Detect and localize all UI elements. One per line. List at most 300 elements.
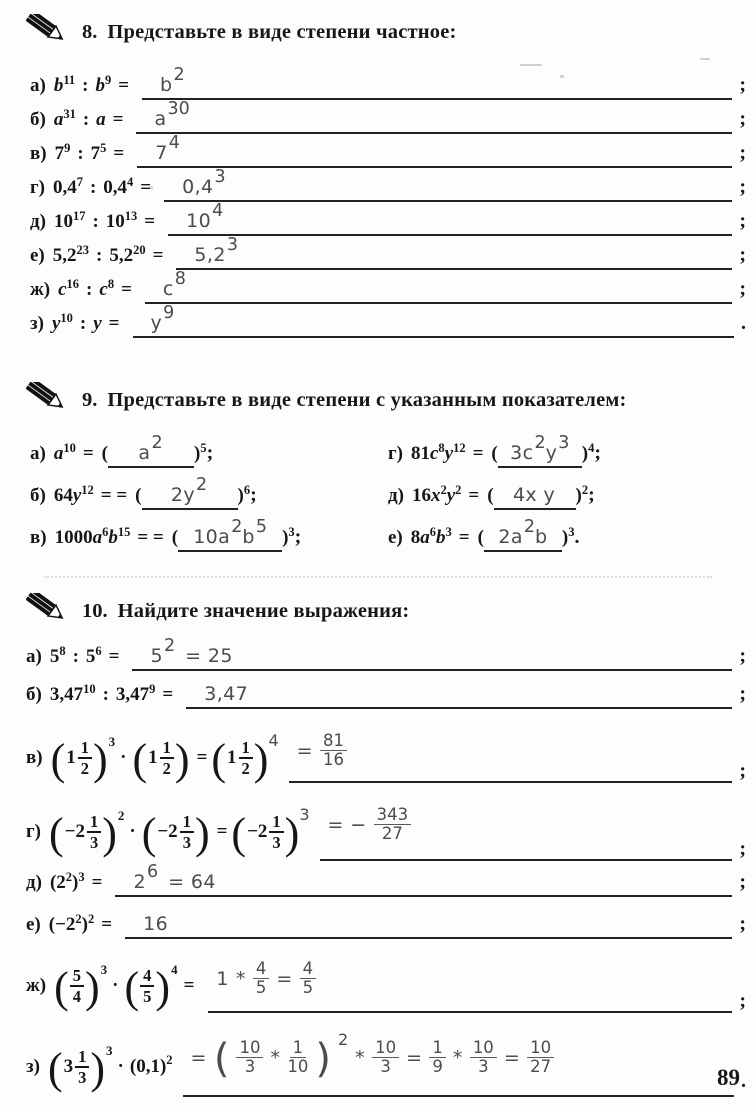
variable: x: [430, 485, 441, 506]
denominator: 5: [302, 978, 314, 997]
close-paren: ): [72, 872, 79, 893]
item-label: ж): [26, 975, 47, 996]
equals-sign: =: [196, 747, 208, 768]
handwritten-answer: y: [150, 312, 163, 334]
numerator: 10: [372, 1039, 399, 1058]
handwritten-answer: 10: [186, 210, 212, 232]
exponent: 23: [76, 243, 90, 257]
close-paren: ): [193, 443, 201, 464]
exponent: 4: [127, 175, 134, 189]
handwritten-exponent: 2: [196, 475, 208, 495]
answer-underline: [142, 475, 238, 510]
handwritten-exponent: 3: [299, 804, 310, 824]
equals-sign: =: [140, 177, 152, 198]
denominator: 5: [255, 978, 267, 997]
variable: y: [444, 443, 454, 464]
problem-base: y: [51, 313, 61, 334]
denominator: 16: [322, 750, 344, 769]
handwritten-answer: 4x y: [512, 484, 556, 506]
open-paren: (: [101, 443, 108, 464]
equals-sign: =: [113, 143, 125, 164]
exponent: 3: [445, 525, 452, 539]
numerator: 10: [527, 1039, 554, 1058]
colon: :: [82, 109, 90, 130]
handwritten-fraction: [372, 1039, 399, 1077]
handwritten-answer: 5,2: [194, 244, 226, 266]
answer-underline: [142, 65, 732, 100]
exponent: 20: [133, 243, 146, 257]
exercise-10-row-b: [26, 683, 746, 723]
outer-exponent: 3: [568, 525, 575, 539]
variable: y: [72, 485, 82, 506]
line-terminator: ;: [594, 442, 601, 464]
exercise-10-row-e: [26, 913, 746, 949]
denominator: 10: [287, 1057, 309, 1076]
handwritten-exponent: 2: [173, 65, 185, 85]
handwritten-answer: 0,4: [182, 176, 214, 198]
answer-underline: [108, 433, 194, 468]
handwritten-exponent: 2: [163, 636, 176, 656]
equals-sign: =: [108, 313, 120, 334]
handwritten-answer: c: [162, 278, 174, 300]
handwritten-fraction: [470, 1039, 497, 1077]
item-label: е): [26, 914, 41, 935]
numerator: 4: [300, 960, 317, 979]
exercise-10-row-d: [26, 862, 746, 913]
line-terminator: ;: [739, 74, 746, 96]
exponent: 8: [107, 277, 115, 291]
equals-sign: =: [108, 646, 120, 667]
close-paren: ): [561, 527, 569, 548]
handwritten-exponent: 9: [163, 303, 175, 323]
coefficient: 8: [410, 527, 421, 548]
exercise-9-row-g: [388, 433, 746, 479]
colon: :: [102, 684, 109, 705]
handwritten-fraction: [429, 1039, 446, 1077]
exponent: 12: [453, 441, 466, 455]
colon: :: [89, 177, 97, 198]
open-paren: (: [487, 485, 494, 506]
item-label: в): [30, 143, 47, 164]
exponent: 6: [429, 525, 437, 539]
exponent: 17: [72, 209, 86, 223]
item-label: б): [30, 485, 46, 506]
colon: :: [96, 245, 103, 266]
exercise-8-row-g: [30, 167, 746, 210]
exponent: 6: [102, 525, 109, 539]
item-label: а): [30, 75, 46, 96]
answer-underline: [176, 235, 732, 270]
exercise-9-row-d: [388, 484, 746, 521]
handwritten-answer: 3,47: [204, 683, 249, 705]
exponent: 2: [88, 912, 95, 926]
line-terminator: .: [574, 526, 580, 548]
numerator: 1: [290, 1039, 307, 1058]
exponent: 10: [83, 682, 96, 696]
item-label: а): [26, 646, 42, 667]
line-terminator: .: [741, 1070, 746, 1092]
colon: :: [72, 646, 79, 667]
handwritten-answer: 2: [133, 871, 146, 893]
coefficient: 81: [410, 443, 430, 464]
exponent: 3: [108, 734, 116, 749]
handwritten-answer: = 64: [168, 871, 216, 893]
equals-sign: =: [183, 975, 195, 996]
handwritten-answer: 1: [216, 967, 229, 990]
variable: b: [436, 527, 446, 548]
exercise-9-row-e: [388, 517, 746, 563]
handwritten-exponent: 2: [523, 517, 536, 537]
handwritten-star: *: [452, 1046, 463, 1069]
answer-underline: [145, 269, 732, 304]
handwritten-exponent: 8: [174, 269, 186, 289]
handwritten-exponent: 3: [226, 235, 238, 255]
denominator: 3: [380, 1057, 391, 1076]
numerator: 1: [75, 1048, 89, 1068]
exercise-8-row-d: [30, 201, 746, 244]
exponent: 9: [149, 682, 156, 696]
multiply-dot: ·: [120, 747, 127, 768]
section-number: 10.: [82, 599, 108, 622]
denominator: 4: [72, 986, 82, 1006]
answer-underline: [494, 484, 576, 510]
section-10-header: [26, 593, 746, 629]
line-terminator: ;: [739, 913, 746, 935]
item-label: д): [388, 485, 404, 506]
denominator: 3: [244, 1057, 256, 1076]
item-label: д): [30, 211, 46, 232]
item-label: з): [26, 1056, 40, 1077]
colon: :: [92, 211, 99, 232]
paren-group: ( $\frac{5}{4}$ ) $^3$: [54, 962, 108, 1012]
equals-sign: = =: [100, 485, 128, 506]
answer-underline: [498, 433, 582, 468]
denominator: 2: [241, 758, 250, 778]
printed-expression: (2: [49, 872, 66, 893]
pencil-icon: [26, 382, 72, 418]
pencil-icon: [26, 593, 72, 629]
answer-underline: [178, 517, 282, 552]
printed-fraction: [269, 813, 283, 852]
item-label: в): [30, 527, 47, 548]
numerator: 1: [87, 813, 101, 833]
printed-fraction: [87, 813, 101, 852]
handwritten-answer: 7: [155, 142, 168, 164]
printed-fraction: [180, 813, 194, 852]
exponent: 8: [59, 644, 66, 658]
section-9-items: [30, 433, 746, 563]
handwritten-equals: =: [503, 1046, 521, 1069]
denominator: 27: [381, 824, 403, 843]
answer-underline: [289, 723, 733, 783]
scan-artifact: [150, 186, 153, 189]
answer-underline: [125, 913, 732, 939]
exponent: 2: [117, 808, 125, 823]
scan-artifact: [44, 576, 712, 578]
scan-artifact: [560, 75, 564, 78]
handwritten-star: *: [355, 1046, 366, 1069]
section-title: Представьте в виде степени частное:: [107, 20, 457, 43]
variable: a: [53, 443, 64, 464]
exponent: 2: [166, 1052, 173, 1067]
answer-underline: [136, 99, 732, 134]
handwritten-fraction: [527, 1039, 554, 1077]
open-paren: (: [171, 527, 179, 548]
handwritten-answer: y: [545, 442, 558, 464]
answer-underline: [137, 133, 732, 168]
answer-underline: [320, 793, 733, 861]
exercise-8-row-zh: [30, 269, 746, 312]
answer-underline: [164, 167, 732, 202]
denominator: 3: [478, 1057, 489, 1076]
pencil-icon: [26, 14, 72, 50]
problem-base: a: [53, 109, 64, 130]
multiply-dot: ·: [112, 975, 119, 996]
whole-number: −2: [157, 821, 178, 842]
section-10-items: [26, 636, 746, 1111]
handwritten-exponent: 5: [255, 517, 267, 537]
exercise-9-row-v: [30, 517, 388, 563]
handwritten-exponent: 3: [214, 167, 226, 187]
handwritten-answer: 2a: [498, 526, 523, 548]
exponent: 16: [66, 277, 80, 291]
colon: :: [82, 75, 89, 96]
handwritten-fraction: [236, 1039, 263, 1077]
outer-exponent: 4: [588, 441, 595, 455]
handwritten-answer: b: [535, 526, 548, 548]
handwritten-answer: b: [160, 74, 173, 96]
item-label: б): [30, 109, 46, 130]
colon: :: [79, 313, 87, 334]
handwritten-answer: = 25: [185, 645, 233, 667]
exponent: 2: [455, 483, 462, 497]
line-terminator: ;: [739, 645, 746, 667]
line-terminator: ;: [739, 210, 746, 232]
printed-fraction: [140, 967, 154, 1006]
exponent: 2: [440, 483, 447, 497]
scan-artifact: [520, 64, 542, 66]
line-terminator: ;: [250, 484, 257, 506]
equals-sign: =: [468, 485, 480, 506]
answer-underline: [132, 636, 732, 671]
item-label: г): [388, 443, 403, 464]
section-number: 9.: [82, 388, 98, 411]
handwritten-equals: =: [406, 1046, 423, 1069]
handwritten-equals: =: [296, 739, 313, 762]
close-paren: ): [575, 485, 582, 506]
problem-base: 7: [90, 143, 101, 164]
printed-expression: (−2: [48, 914, 76, 935]
handwritten-fraction: [320, 732, 347, 770]
multiply-dot: ·: [117, 1056, 124, 1077]
whole-number: 1: [148, 747, 158, 768]
denominator: 3: [78, 1067, 87, 1087]
line-terminator: ;: [294, 526, 302, 548]
numerator: 1: [78, 739, 92, 759]
exponent: 3: [100, 962, 108, 977]
exponent: 2: [75, 912, 82, 926]
equals-sign: =: [82, 443, 94, 464]
coefficient: 64: [53, 485, 73, 506]
exponent: 31: [63, 107, 76, 121]
coefficient: 1000: [54, 527, 93, 548]
section-9-header: [26, 382, 746, 418]
equals-sign: =: [101, 914, 113, 935]
answer-underline: [484, 517, 562, 552]
outer-exponent: 5: [200, 441, 207, 455]
problem-base: b: [95, 75, 105, 96]
handwritten-answer: a: [138, 442, 151, 464]
exercise-10-row-a: [26, 636, 746, 683]
line-terminator: ;: [588, 484, 595, 506]
line-terminator: ;: [739, 176, 746, 198]
numerator: 81: [320, 732, 347, 751]
handwritten-exponent: 2: [337, 1030, 349, 1049]
denominator: 9: [432, 1057, 443, 1076]
printed-fraction: [75, 1048, 89, 1087]
variable: c: [429, 443, 439, 464]
exercise-8-row-b: [30, 99, 746, 142]
line-terminator: ;: [206, 442, 214, 464]
equals-sign: =: [216, 821, 228, 842]
handwritten-answer: 16: [143, 913, 169, 935]
exercise-8-row-v: [30, 133, 746, 176]
exponent: 12: [81, 483, 94, 497]
item-label: а): [30, 443, 46, 464]
close-paren: ): [282, 527, 289, 548]
numerator: 1: [269, 813, 283, 833]
variable: a: [420, 527, 430, 548]
answer-underline: [133, 303, 735, 338]
handwritten-equals: =: [190, 1046, 207, 1069]
handwritten-answer: 10a: [193, 526, 231, 548]
line-terminator: ;: [739, 244, 746, 266]
exponent: 13: [124, 209, 138, 223]
handwritten-star: *: [270, 1046, 281, 1069]
answer-underline: = ( $\frac{10}{3}$ * $\frac{1}{10}$ ) $^2$ * $\frac{10}{3}$ = $\frac{1}{9}$ * $\frac{10}{3}$ = $\frac{10}{27}$: [183, 1023, 734, 1097]
exponent: 9: [104, 73, 112, 87]
numerator: 4: [253, 960, 270, 979]
numerator: 1: [429, 1039, 446, 1058]
paren-group: ( 1 $\frac{1}{2}$ ) $^4$: [211, 730, 279, 784]
section-8-items: [30, 65, 746, 346]
paren-group: ( −2 $\frac{1}{3}$ ) $^2$: [48, 808, 125, 858]
handwritten-exponent: 4: [268, 730, 279, 750]
exercise-8-row-a: [30, 65, 746, 108]
handwritten-exponent: 4: [212, 201, 224, 221]
answer-underline: [186, 683, 732, 709]
problem-base: 0,4: [52, 177, 77, 198]
equals-sign: =: [118, 75, 130, 96]
item-label: г): [26, 821, 41, 842]
problem-base: c: [99, 279, 108, 300]
numerator: 4: [140, 967, 154, 987]
exponent: 6: [95, 644, 102, 658]
equals-sign: = =: [137, 527, 164, 548]
exponent: 10: [63, 441, 76, 455]
variable: a: [92, 527, 103, 548]
answer-underline: [168, 201, 732, 236]
handwritten-answer: 3c: [510, 442, 534, 464]
line-terminator: ;: [739, 278, 746, 300]
problem-base: b: [53, 75, 64, 96]
paren-group: ( 3 $\frac{1}{3}$ ) $^3$: [47, 1043, 113, 1093]
paren-group: ( −2 $\frac{1}{3}$ ) $^3$: [231, 804, 310, 858]
line-terminator: ;: [739, 871, 746, 893]
open-paren: (: [491, 443, 498, 464]
item-label: б): [26, 684, 42, 705]
handwritten-exponent: 6: [146, 862, 159, 882]
exponent: 3: [78, 870, 85, 884]
line-terminator: ;: [739, 142, 746, 164]
printed-fraction: [70, 967, 84, 1006]
exponent: 5: [100, 141, 107, 155]
whole-number: 1: [227, 747, 237, 768]
line-terminator: ;: [739, 760, 746, 782]
item-label: е): [30, 245, 45, 266]
equals-sign: =: [458, 527, 470, 548]
exponent: 7: [76, 175, 83, 189]
item-label: е): [388, 527, 403, 548]
variable: b: [108, 527, 118, 548]
variable: y: [446, 485, 456, 506]
outer-exponent: 3: [288, 525, 295, 539]
handwritten-fraction: [287, 1039, 308, 1077]
handwritten-exponent: 3: [558, 433, 570, 453]
problem-base: 10: [53, 211, 73, 232]
numerator: 1: [180, 813, 194, 833]
whole-number: −2: [247, 821, 268, 842]
denominator: 3: [182, 832, 191, 852]
problem-base: 5,2: [109, 245, 134, 266]
paren-group: ( $\frac{4}{5}$ ) $^4$: [124, 962, 178, 1012]
item-label: г): [30, 177, 45, 198]
handwritten-fraction: [253, 960, 270, 998]
section-8-header: [26, 14, 746, 50]
answer-underline: [115, 862, 732, 897]
printed-fraction: [239, 739, 253, 778]
handwritten-equals: = −: [327, 813, 367, 836]
exercise-8-row-e: [30, 235, 746, 278]
whole-number: −2: [64, 821, 85, 842]
section-title: Представьте в виде степени с указанным показателем:: [107, 388, 627, 411]
exponent: 11: [63, 73, 76, 87]
problem-base: 5: [85, 646, 96, 667]
exercise-9-row-a: [30, 433, 388, 479]
problem-base: 0,4: [103, 177, 128, 198]
close-paren: ): [581, 443, 589, 464]
coefficient: 16: [411, 485, 431, 506]
exponent: 2: [65, 870, 73, 884]
handwritten-answer: b: [242, 526, 255, 548]
item-label: з): [30, 313, 44, 334]
exponent: 9: [64, 141, 71, 155]
line-terminator: ;: [739, 838, 746, 860]
multiply-dot: ·: [129, 821, 136, 842]
whole-number: 1: [66, 747, 76, 768]
denominator: 5: [143, 986, 152, 1006]
numerator: 1: [160, 739, 174, 759]
numerator: 343: [374, 806, 412, 825]
denominator: 2: [162, 758, 171, 778]
handwritten-exponent: 30: [167, 99, 190, 119]
handwritten-answer: 5: [150, 645, 163, 667]
outer-exponent: 6: [243, 483, 251, 497]
exercise-10-row-v: [26, 723, 746, 793]
equals-sign: =: [152, 245, 164, 266]
handwritten-exponent: 2: [534, 433, 546, 453]
handwritten-equals: =: [276, 967, 293, 990]
